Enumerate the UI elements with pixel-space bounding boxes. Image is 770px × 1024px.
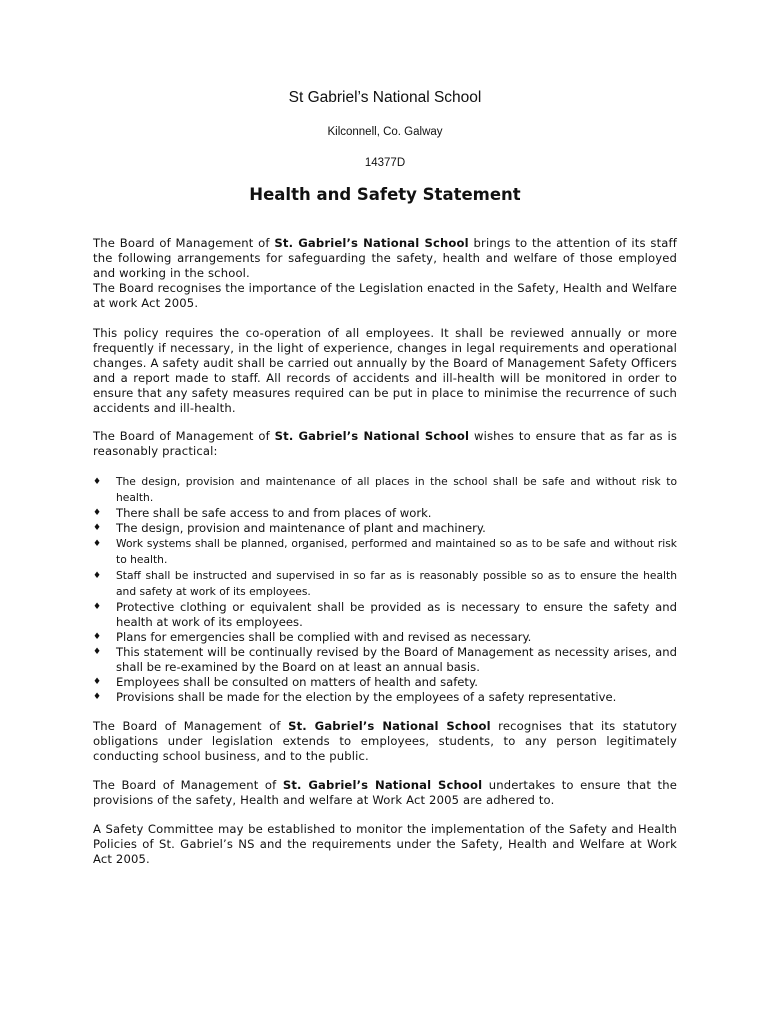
diamond-bullet-icon: ♦ [93,571,102,581]
list-item: ♦ This statement will be continually revised by the Board of Management as necessity arises, and shall be re-examined by the Board on at least an annual basis. [93,645,677,674]
list-item: ♦ Protective clothing or equivalent shall be provided as is necessary to ensure the safety and health at work of its employees. [93,600,677,629]
recognises-suffix: recognises that its statutory obligations under legislation extends to employees, students, to any person legitimately conducting school business, and to the public. [93,719,677,763]
list-item: ♦ Provisions shall be made for the election by the employees of a safety representative. [93,690,617,704]
wishes-paragraph [93,429,677,459]
diamond-bullet-icon: ♦ [93,692,102,702]
diamond-bullet-icon: ♦ [93,539,102,549]
intro-prefix: The Board of Management of [93,236,275,250]
school-address: Kilconnell, Co. Galway [327,126,443,138]
list-item: ♦ Staff shall be instructed and supervised in so far as is reasonably possible so as to ensure the health and safety at work of its employees. [93,569,677,598]
committee-text: A Safety Committee may be established to monitor the implementation of the Safety and Health Policies of St. Gabriel’s NS and the requirements under the Safety, Health and Welfare at Work Act 2005. [93,822,677,866]
intro-school-name: St. Gabriel’s National School [274,236,469,250]
roll-number: 14377D [364,157,406,169]
policy-text: This policy requires the co-operation of all employees. It shall be reviewed annually or more frequently if necessary, in the light of experience, changes in legal requirements and operational changes. A safety audit shall be carried out annually by the Board of Management Safety Officers and a report made to staff. All records of accidents and ill-health will be monitored in order to ensure that any safety measures required can be put in place to minimise the recurrence of such accidents and ill-health. [93,326,677,415]
diamond-bullet-icon: ♦ [93,632,102,642]
recognises-paragraph [93,719,677,764]
list-item: ♦ Employees shall be consulted on matters of health and safety. [93,675,478,689]
undertakes-prefix: The Board of Management of [93,778,283,792]
intro-suffix: brings to the attention of its staff the following arrangements for safeguarding the safety, health and welfare of those employed and working in the school. [93,236,677,280]
document-title: Health and Safety Statement [249,185,521,204]
list-item: ♦ The design, provision and maintenance of all places in the school shall be safe and without risk to health. [93,475,677,504]
list-item: ♦ Work systems shall be planned, organised, performed and maintained so as to be safe and without risk to health. [93,537,677,566]
wishes-suffix: wishes to ensure that as far as is reasonably practical: [93,429,678,458]
list-item: ♦ Plans for emergencies shall be complied with and revised as necessary. [93,630,532,644]
recognises-school-name: St. Gabriel’s National School [288,719,491,733]
diamond-bullet-icon: ♦ [93,477,102,487]
intro-legislation-line: The Board recognises the importance of the Legislation enacted in the Safety, Health and Welfare at work Act 2005. [93,281,677,310]
committee-paragraph [93,822,677,867]
diamond-bullet-icon: ♦ [93,647,102,657]
policy-paragraph [93,326,677,416]
diamond-bullet-icon: ♦ [93,508,102,518]
undertakes-school-name: St. Gabriel’s National School [282,778,483,792]
intro-paragraph [93,236,677,311]
school-name: St Gabriel’s National School [288,89,482,106]
recognises-prefix: The Board of Management of [93,719,289,733]
wishes-prefix: The Board of Management of [93,429,275,443]
undertakes-suffix: undertakes to ensure that the provisions of the safety, Health and welfare at Work Act 2005 are adhered to. [93,778,678,807]
diamond-bullet-icon: ♦ [93,523,102,533]
wishes-school-name: St. Gabriel’s National School [274,429,470,443]
diamond-bullet-icon: ♦ [93,677,102,687]
practical-list [93,474,677,705]
list-item: ♦ There shall be safe access to and from places of work. [93,506,432,520]
diamond-bullet-icon: ♦ [93,602,102,612]
undertakes-paragraph [93,778,677,808]
list-item: ♦ The design, provision and maintenance of plant and machinery. [93,521,486,535]
